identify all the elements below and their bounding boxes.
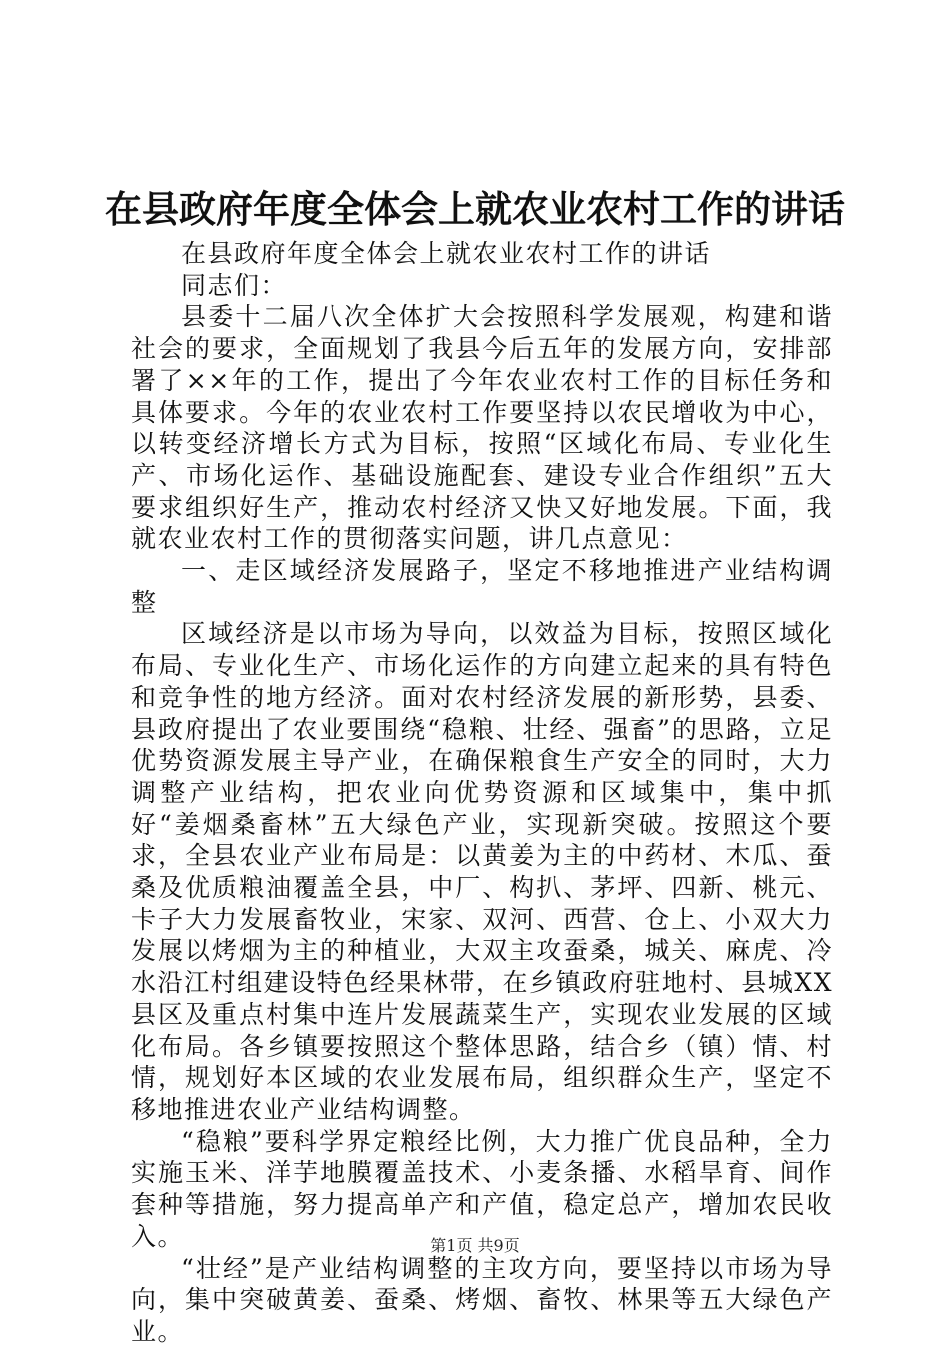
paragraph-strengthen-cash-crops: “壮经”是产业结构调整的主攻方向，要坚持以市场为导向，集中突破黄姜、蚕桑、烤烟、畜牧、林果等五大绿色产业。	[131, 1253, 833, 1346]
paragraph-regional-economy: 区域经济是以市场为导向，以效益为目标，按照区域化布局、专业化生产、市场化运作的方向建立起来的具有特色和竞争性的地方经济。面对农村经济发展的新形势，县委、县政府提出了农业要围绕“稳粮、壮经、强畜”的思路，立足优势资源发展主导产业，在确保粮食生产安全的同时，大力调整产业结构，把农业向优势资源和区域集中，集中抓好“姜烟桑畜林”五大绿色产业，实现新突破。按照这个要求，全县农业产业布局是：以黄姜为主的中药材、木瓜、蚕桑及优质粮油覆盖全县，中厂、构扒、茅坪、四新、桃元、卡子大力发展畜牧业，宋家、双河、西营、仓上、小双大力发展以烤烟为主的种植业，大双主攻蚕桑，城关、麻虎、冷水沿江村组建设特色经果林带，在乡镇政府驻地村、县城XX县区及重点村集中连片发展蔬菜生产，实现农业发展的区域化布局。各乡镇要按照这个整体思路，结合乡（镇）情、村情，规划好本区域的农业发展布局，组织群众生产，坚定不移地推进农业产业结构调整。	[131, 619, 833, 1124]
paragraph-intro: 县委十二届八次全体扩大会按照科学发展观，构建和谐社会的要求，全面规划了我县今后五年的发展方向，安排部署了××年的工作，提出了今年农业农村工作的目标任务和具体要求。今年的农业农村工作要坚持以农民增收为中心，以转变经济增长方式为目标，按照“区域化布局、专业化生产、市场化运作、基础设施配套、建设专业合作组织”五大要求组织好生产，推动农村经济又快又好地发展。下面，我就农业农村工作的贯彻落实问题，讲几点意见：	[131, 302, 833, 554]
paragraph-salutation: 同志们：	[181, 270, 288, 300]
section-heading-1: 一、走区域经济发展路子，坚定不移地推进产业结构调整	[131, 556, 833, 617]
document-body	[131, 238, 833, 1348]
paragraph-subtitle: 在县政府年度全体会上就农业农村工作的讲话	[181, 239, 712, 268]
document-title: 在县政府年度全体会上就农业农村工作的讲话	[105, 187, 845, 231]
paragraph-stabilize-grain: “稳粮”要科学界定粮经比例，大力推广优良品种，全力实施玉米、洋芋地膜覆盖技术、小麦条播、水稻旱育、间作套种等措施，努力提高单产和产值，稳定总产，增加农民收入。	[131, 1126, 833, 1251]
page-footer: 第1页 共9页	[430, 1236, 520, 1255]
